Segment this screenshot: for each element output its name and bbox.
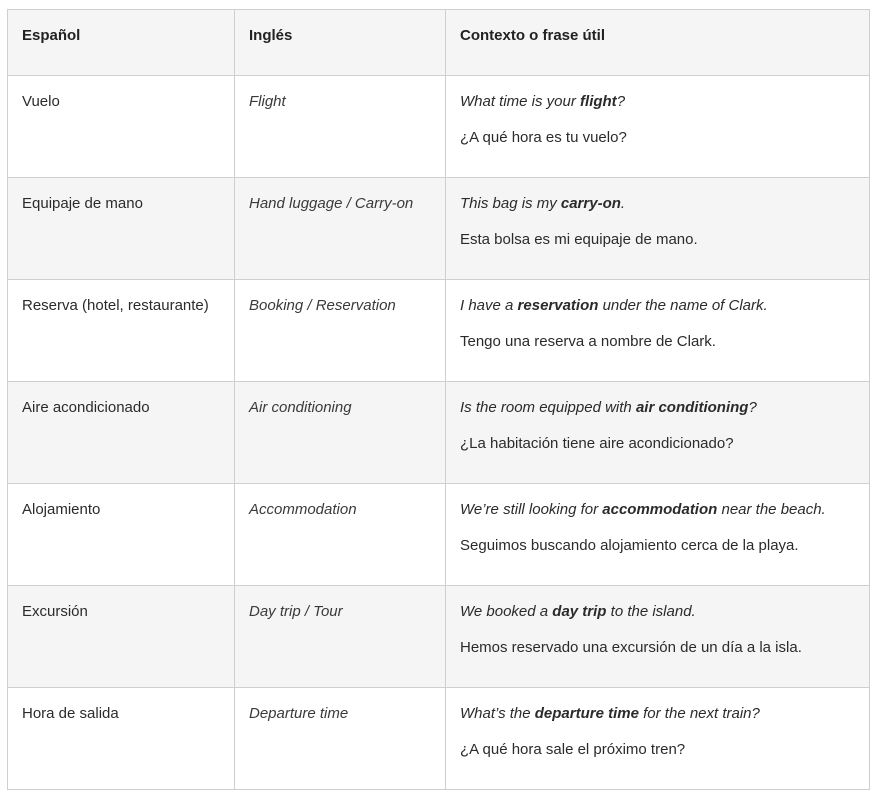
example-english-after: to the island. xyxy=(606,603,696,620)
cell-context xyxy=(446,178,870,280)
example-english-before: Is the room equipped with xyxy=(460,399,636,416)
table-row xyxy=(8,76,870,178)
cell-english: Departure time xyxy=(235,688,446,790)
example-english-before: I have a xyxy=(460,297,518,314)
cell-english: Accommodation xyxy=(235,484,446,586)
example-spanish: Seguimos buscando alojamiento cerca de la playa. xyxy=(460,537,799,554)
example-english-before: What time is your xyxy=(460,93,581,110)
cell-english: Air conditioning xyxy=(235,382,446,484)
example-spanish: Esta bolsa es mi equipaje de mano. xyxy=(460,231,698,248)
cell-spanish: Aire acondicionado xyxy=(8,382,235,484)
table-row xyxy=(8,178,870,280)
cell-spanish: Excursión xyxy=(8,586,235,688)
example-english-keyword: day trip xyxy=(552,603,607,620)
table-row xyxy=(8,382,870,484)
example-english-after: . xyxy=(620,195,626,212)
table-row xyxy=(8,688,870,790)
cell-spanish: Hora de salida xyxy=(8,688,235,790)
header-context: Contexto o frase útil xyxy=(446,10,870,76)
example-spanish: Hemos reservado una excursión de un día a la isla. xyxy=(460,639,802,656)
example-english-before: We’re still looking for xyxy=(460,501,603,518)
example-english-after: for the next train? xyxy=(638,705,760,722)
table-row xyxy=(8,280,870,382)
example-english xyxy=(460,398,855,418)
cell-context xyxy=(446,382,870,484)
header-spanish: Español xyxy=(8,10,235,76)
cell-spanish: Alojamiento xyxy=(8,484,235,586)
example-english-before: What’s the xyxy=(460,705,535,722)
example-english xyxy=(460,602,855,622)
example-spanish: ¿A qué hora sale el próximo tren? xyxy=(460,741,686,758)
example-spanish: Tengo una reserva a nombre de Clark. xyxy=(460,333,716,350)
example-english xyxy=(460,194,855,214)
example-english-after: ? xyxy=(616,93,626,110)
example-spanish: ¿La habitación tiene aire acondicionado? xyxy=(460,435,734,452)
example-english-keyword: departure time xyxy=(534,705,639,722)
cell-english: Day trip / Tour xyxy=(235,586,446,688)
cell-context xyxy=(446,280,870,382)
example-english xyxy=(460,500,855,520)
example-english-after: near the beach. xyxy=(717,501,826,518)
example-english xyxy=(460,704,855,724)
table-header xyxy=(8,10,870,76)
cell-context xyxy=(446,76,870,178)
example-english-keyword: carry-on xyxy=(560,195,621,212)
cell-english: Flight xyxy=(235,76,446,178)
table-row xyxy=(8,586,870,688)
example-english-before: We booked a xyxy=(460,603,553,620)
cell-spanish: Vuelo xyxy=(8,76,235,178)
example-english-keyword: air conditioning xyxy=(635,399,749,416)
table-row xyxy=(8,484,870,586)
cell-context xyxy=(446,484,870,586)
example-english-after: under the name of Clark. xyxy=(598,297,768,314)
table-body xyxy=(8,76,870,790)
example-english-after: ? xyxy=(748,399,757,416)
example-english xyxy=(460,92,855,112)
example-english-before: This bag is my xyxy=(460,195,561,212)
cell-english: Hand luggage / Carry-on xyxy=(235,178,446,280)
example-english xyxy=(460,296,855,316)
example-english-keyword: accommodation xyxy=(602,501,718,518)
cell-context xyxy=(446,688,870,790)
vocabulary-table-container xyxy=(7,9,869,790)
cell-spanish: Reserva (hotel, restaurante) xyxy=(8,280,235,382)
cell-context xyxy=(446,586,870,688)
header-row xyxy=(8,10,870,76)
header-english: Inglés xyxy=(235,10,446,76)
example-english-keyword: flight xyxy=(580,93,617,110)
cell-spanish: Equipaje de mano xyxy=(8,178,235,280)
example-spanish: ¿A qué hora es tu vuelo? xyxy=(460,129,627,146)
example-english-keyword: reservation xyxy=(517,297,599,314)
cell-english: Booking / Reservation xyxy=(235,280,446,382)
vocabulary-table xyxy=(7,9,870,790)
